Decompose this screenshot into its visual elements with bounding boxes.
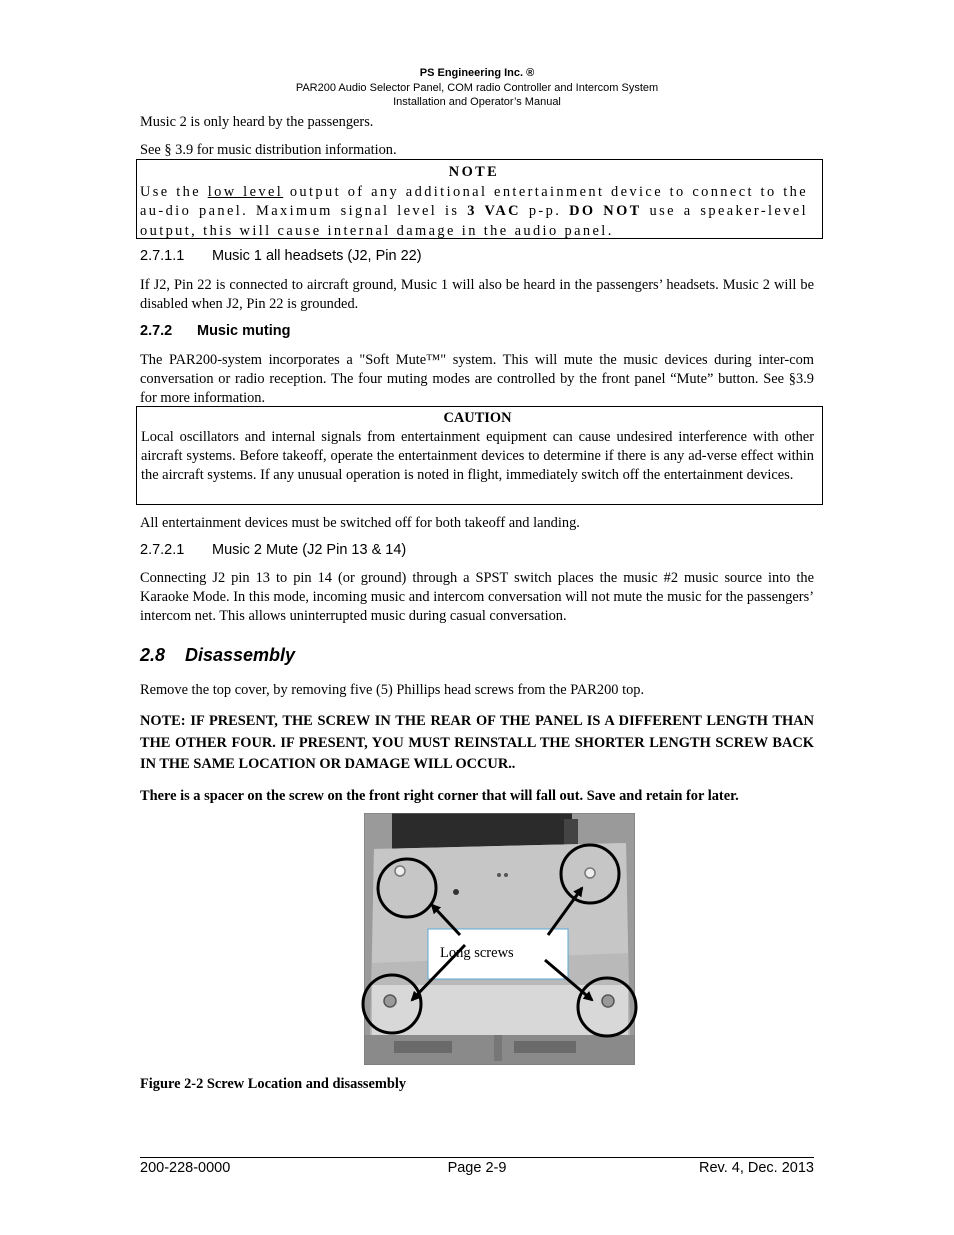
intro-line-2: See § 3.9 for music distribution information. <box>140 142 397 158</box>
voltage-emphasis: 3 VAC <box>467 203 521 219</box>
heading-2-7-2: 2.7.2 Music muting <box>140 323 291 339</box>
para-2-7-2-1: Connecting J2 pin 13 to pin 14 (or ground) through a SPST switch places the music #2 music source into the Karaoke Mode. In this mode, incoming music and intercom conversation will not mute the music for the passengers’ intercom net. This allows uninterrupted music during casual conversation. <box>140 570 814 624</box>
intro-line-1: Music 2 is only heard by the passengers. <box>140 114 374 130</box>
footer-doc-number: 200-228-0000 <box>140 1160 231 1176</box>
figure-caption: Figure 2-2 Screw Location and disassembly <box>140 1076 407 1092</box>
header-manual: Installation and Operator’s Manual <box>393 96 561 108</box>
header-product: PAR200 Audio Selector Panel, COM radio Controller and Intercom System <box>295 82 659 94</box>
arrow-to-rear-right <box>548 888 582 935</box>
warning-note: NOTE: IF PRESENT, THE SCREW IN THE REAR OF THE PANEL IS A DIFFERENT LENGTH THAN THE OTHER FOUR. IF PRESENT, YOU MUST REINSTALL THE SHORTER LENGTH SCREW BACK IN THE SAME LOCATION OR DAMAGE WILL OCCUR.. <box>140 713 814 772</box>
screw-circle-rear-left <box>378 859 436 917</box>
screw-circle-rear-right <box>561 845 619 903</box>
para-switch-off: All entertainment devices must be switched off for both takeoff and landing. <box>140 515 580 531</box>
para-2-8: Remove the top cover, by removing five (5) Phillips head screws from the PAR200 top. <box>140 682 645 698</box>
do-not-emphasis: DO NOT <box>569 203 642 219</box>
note-text: Use the low level output of any additional entertainment device to connect to the au-dio panel. Maximum signal level is 3 VAC p-p. DO NOT use a speaker-level output, this will cause internal damage in the audio panel. <box>140 183 809 239</box>
footer-rule <box>140 1157 814 1158</box>
long-screws-label: Long screws <box>440 945 514 961</box>
screw-circle-front-right <box>578 978 636 1036</box>
caution-text: Local oscillators and internal signals from entertainment equipment can cause undesired interference with other aircraft systems. Before takeoff, operate the entertainment devices to determine if there is any ad-verse effect within the aircraft systems. If any unusual operation is noted in flight, immediately switch off the entertainment devices. <box>141 429 814 483</box>
spacer-note: There is a spacer on the screw on the front right corner that will fall out. Save and retain for later. <box>140 788 739 804</box>
screw-circle-front-left <box>363 975 421 1033</box>
heading-2-7-1-1: 2.7.1.1 Music 1 all headsets (J2, Pin 22) <box>140 248 422 264</box>
para-2-7-1-1: If J2, Pin 22 is connected to aircraft ground, Music 1 will also be heard in the passengers’ headsets. Music 2 will be disabled when J2, Pin 22 is grounded. <box>140 277 814 312</box>
footer-page-number: Page 2-9 <box>447 1160 507 1176</box>
header-company: PS Engineering Inc. ® <box>419 67 535 79</box>
heading-2-8: 2.8 Disassembly <box>140 645 296 665</box>
caution-title: CAUTION <box>443 410 512 426</box>
footer-revision: Rev. 4, Dec. 2013 <box>699 1160 814 1176</box>
para-2-7-2: The PAR200-system incorporates a "Soft Mute™" system. This will mute the music devices during inter-com conversation or radio reception. The four muting modes are controlled by the front panel “Mute” button. See §3.9 for more information. <box>140 352 814 406</box>
low-level-emphasis: low level <box>207 183 284 200</box>
note-title: NOTE <box>448 164 500 180</box>
heading-2-7-2-1: 2.7.2.1 Music 2 Mute (J2 Pin 13 & 14) <box>140 542 407 558</box>
